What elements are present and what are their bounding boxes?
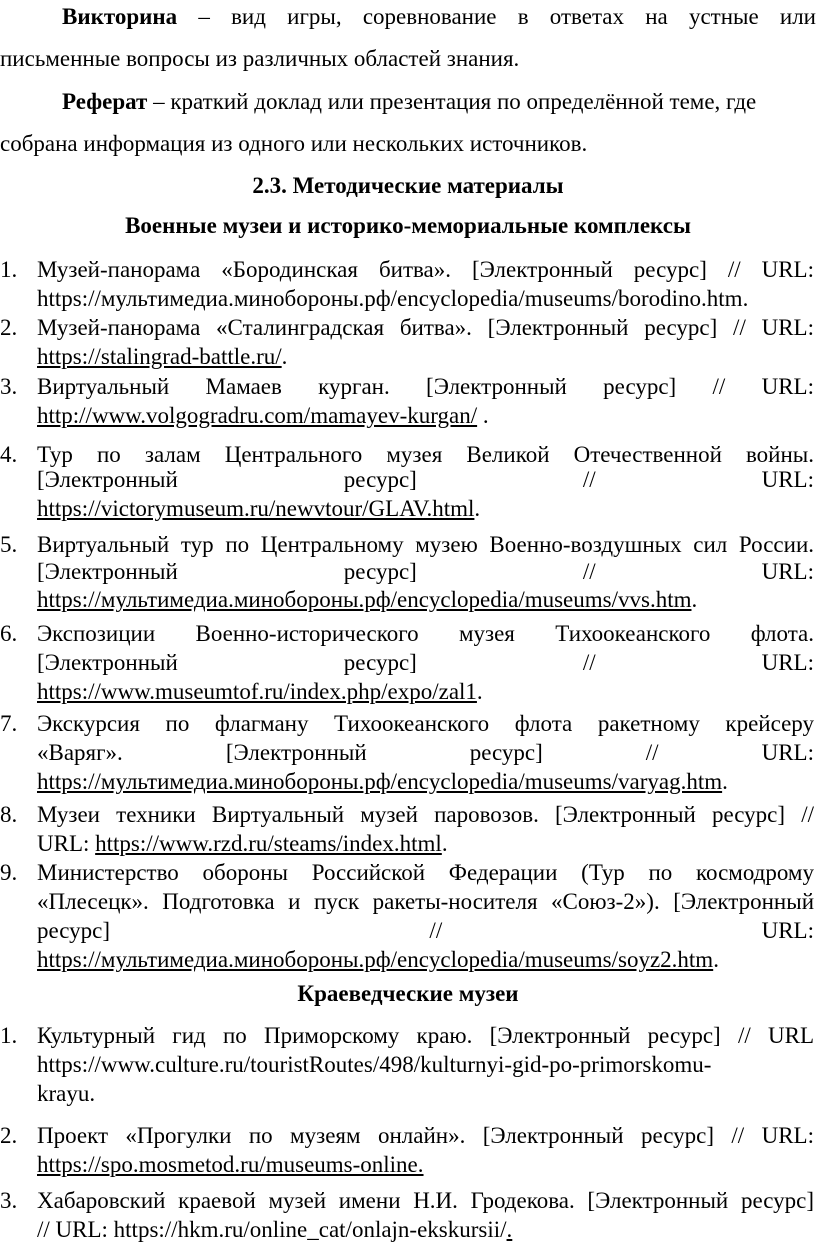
- url-link[interactable]: https://victorymuseum.ru/newvtour/GLAV.html: [37, 496, 475, 521]
- list-text: [Электронный ресурс] // URL:: [37, 559, 814, 584]
- section-title: 2.3. Методические материалы: [252, 173, 564, 198]
- url-link[interactable]: http://www.volgogradru.com/mamayev-kurgan/: [37, 403, 478, 428]
- list-text: [Электронный ресурс] // URL:: [37, 650, 814, 675]
- list-number: 5.: [0, 532, 18, 557]
- url-link[interactable]: https://www.museumtof.ru/index.php/expo/zal1: [37, 679, 477, 704]
- list-text: Культурный гид по Приморскому краю. [Электронный ресурс] // URL: [37, 1023, 814, 1048]
- list-text: .: [474, 496, 481, 521]
- list-text: // URL: https://hkm.ru/online_cat/onlajn-ekskursii/: [37, 1217, 507, 1242]
- list-number: 2.: [0, 315, 18, 340]
- list-number: 3.: [0, 1188, 18, 1213]
- list-text: Виртуальный Мамаев курган. [Электронный ресурс] // URL:: [37, 374, 814, 399]
- list-text: .: [441, 831, 448, 856]
- url-link[interactable]: .: [506, 1217, 513, 1242]
- definition-line: [0, 87, 816, 117]
- list-number: 7.: [0, 711, 18, 736]
- list-text: .: [477, 403, 489, 428]
- subsection-title: Краеведческие музеи: [297, 981, 519, 1006]
- url-link[interactable]: https://www.rzd.ru/steams/index.html: [95, 831, 442, 856]
- list-number: 1.: [0, 257, 18, 282]
- list-number: 6.: [0, 621, 18, 646]
- list-text: .: [281, 344, 288, 369]
- url-link[interactable]: https://spo.mosmetod.ru/museums-online.: [37, 1152, 424, 1177]
- list-text: .: [691, 587, 698, 612]
- list-number: 9.: [0, 860, 18, 885]
- list-text: .: [476, 679, 483, 704]
- list-text: https://www.culture.ru/touristRoutes/498/kulturnyi-gid-po-primorskomu-: [37, 1052, 712, 1077]
- list-text: Экскурсия по флагману Тихоокеанского флота ракетному крейсеру: [37, 711, 814, 736]
- list-text: Виртуальный тур по Центральному музею Военно-воздушных сил России.: [37, 532, 814, 557]
- list-text: URL:: [37, 831, 96, 856]
- list-number: 1.: [0, 1023, 18, 1048]
- definition-text: – краткий доклад или презентация по определённой теме, где: [147, 89, 757, 114]
- list-number: 8.: [0, 802, 18, 827]
- list-text: .: [713, 947, 719, 972]
- subsection-title: Военные музеи и историко-мемориальные комплексы: [125, 213, 691, 238]
- list-number: 3.: [0, 374, 18, 399]
- definition-line: [0, 2, 816, 32]
- url-link[interactable]: https://мультимедиа.минобороны.рф/encyclopedia/museums/varyag.htm: [37, 769, 723, 794]
- url-link[interactable]: https://мультимедиа.минобороны.рф/encyclopedia/museums/soyz2.htm: [37, 947, 714, 972]
- list-text: .: [722, 769, 728, 794]
- list-text: Музей-панорама «Сталинградская битва». [Электронный ресурс] // URL:: [37, 315, 814, 340]
- list-text: [Электронный ресурс] // URL:: [37, 467, 814, 492]
- definition-term: Реферат: [62, 89, 148, 114]
- definition-term: Викторина: [62, 4, 178, 29]
- list-text: ресурс] // URL:: [37, 918, 814, 943]
- url-link[interactable]: https://stalingrad-battle.ru/: [37, 344, 282, 369]
- list-text: «Варяг». [Электронный ресурс] // URL:: [37, 740, 814, 765]
- definition-text: – вид игры, соревнование в ответах на устные или: [177, 4, 816, 29]
- list-text: Проект «Прогулки по музеям онлайн». [Электронный ресурс] // URL:: [37, 1123, 814, 1148]
- list-text: Хабаровский краевой музей имени Н.И. Гродекова. [Электронный ресурс]: [37, 1188, 814, 1213]
- list-text: Министерство обороны Российской Федерации (Тур по космодрому: [37, 860, 814, 885]
- definition-line: собрана информация из одного или нескольких источников.: [0, 131, 588, 156]
- list-text: Музей-панорама «Бородинская битва». [Электронный ресурс] // URL:: [37, 257, 814, 282]
- list-text: Экспозиции Военно-исторического музея Тихоокеанского флота.: [37, 621, 814, 646]
- list-text: «Плесецк». Подготовка и пуск ракеты-носителя «Союз-2»). [Электронный: [37, 889, 814, 914]
- definition-line: письменные вопросы из различных областей знания.: [0, 46, 520, 71]
- list-number: 4.: [0, 442, 18, 467]
- list-text: https://мультимедиа.минобороны.рф/encyclopedia/museums/borodino.htm.: [37, 286, 749, 311]
- list-text: Музеи техники Виртуальный музей паровозов. [Электронный ресурс] //: [37, 802, 814, 827]
- list-text: Тур по залам Центрального музея Великой Отечественной войны.: [37, 442, 814, 467]
- list-number: 2.: [0, 1123, 18, 1148]
- list-text: krayu.: [37, 1081, 96, 1106]
- url-link[interactable]: https://мультимедиа.минобороны.рф/encyclopedia/museums/vvs.htm: [37, 587, 692, 612]
